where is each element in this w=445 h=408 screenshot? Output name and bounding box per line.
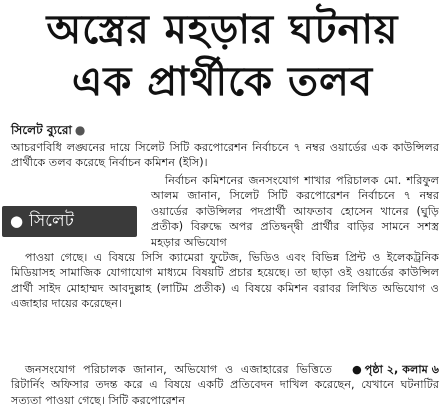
paragraph-closing [11,362,439,408]
badge-bullet-icon: ● [10,212,24,230]
paragraph-body-rest: পাওয়া গেছে। এ বিষয়ে সিসি ক্যামেরা ফুটেজ, ভিডিও এবং বিভিন্ন প্রিন্ট ও ইলেকট্রনিক মিডিয়াসহ সামাজিক যোগাযোগ মাধ্যমে বিষয়টি প্রচার হয়েছে। তা ছাড়া ওই ওয়ার্ডের কাউন্সিল প্রার্থী সাইদ মোহাম্মদ আবদুল্লাহ (লাটিম প্রতীক) এ বিষয়ে কমিশন বরাবর লিখিত অভিযোগ ও এজাহার দায়ের করেছেন। [11,251,439,311]
continuation-label: পৃষ্ঠা ২, কলাম ৬ [364,363,439,376]
headline-line-2: এক প্রার্থীকে তলব [71,59,374,105]
location-badge-label: সিলেট [29,211,74,231]
paragraph-intro: আচরণবিধি লঙ্ঘনের দায়ে সিলেট সিটি করপোরেশন নির্বাচনে ৭ নম্বর ওয়ার্ডের এক কাউন্সিলর প্রার্থীকে তলব করেছে নির্বাচন কমিশন (ইসি)। [11,141,439,170]
continuation-bullet-icon: ● [352,363,362,376]
byline-text: সিলেট ব্যুরো [11,123,72,137]
paragraph-body [11,173,439,312]
paragraph-closing-text: জনসংযোগ পরিচালক জানান, অভিযোগ ও এজাহারের ভিত্তিতে রিটার্নিং অফিসার তদন্ত করে এ বিষয়ে একটি প্রতিবেদন দাখিল করেছেন, যেখানে ঘটনাটির সত্যতা পাওয়া গেছে। সিটি করপোরেশন [11,363,439,407]
byline [11,122,85,142]
headline-line-1: অস্ত্রের মহড়ার ঘটনায় [46,7,399,53]
paragraph-body-top-text: নির্বাচন কমিশনের জনসংযোগ শাখার পরিচালক মো. শরিফুল আলম জানান, সিলেট সিটি করপোরেশন নির্বাচনে ৭ নম্বর ওয়ার্ডের কাউন্সিলর পদপ্রার্থী আফতাব হোসেন খানের (ঘুড়ি প্রতীক) বিরুদ্ধে অপর প্রতিদ্বন্দ্বী প্রার্থীর বাড়ির সামনে সশস্ত্র মহড়ার অভিযোগ [151,174,439,249]
continuation-note [338,362,439,377]
byline-bullet-icon: ● [74,123,86,137]
paragraph-body-top [11,173,439,250]
